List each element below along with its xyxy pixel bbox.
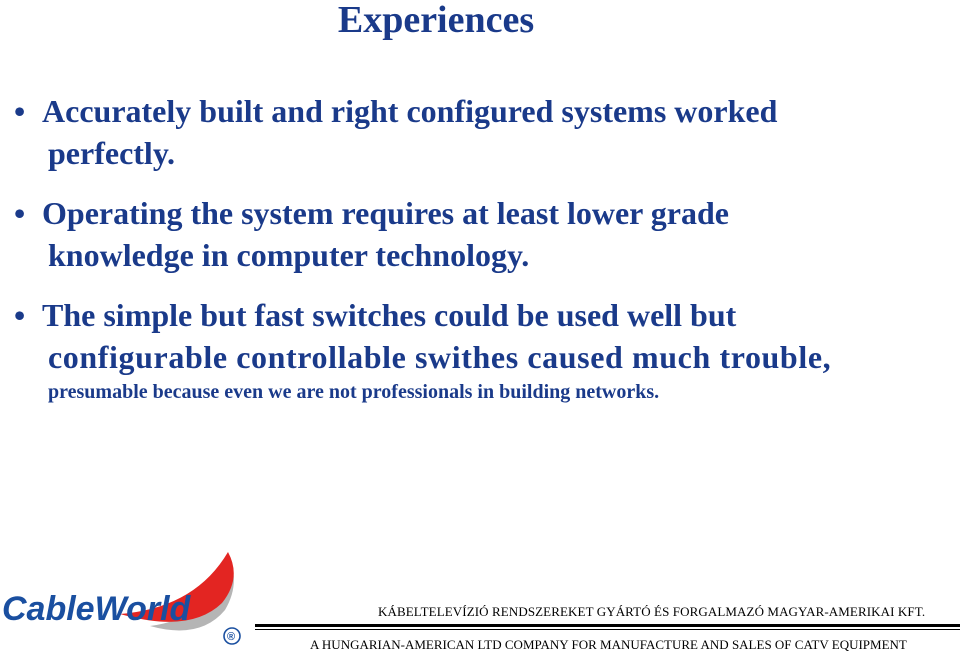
bullet-text: configurable controllable swithes caused much trouble, [48, 339, 832, 375]
bullet-item [14, 90, 960, 174]
bullet-icon: • [14, 297, 26, 333]
slide-title: Experiences [337, 0, 535, 41]
bullet-text: The simple but fast switches could be used well but [42, 297, 737, 333]
registered-mark: ® [227, 631, 236, 643]
bullet-item [14, 294, 960, 406]
bullet-text: perfectly. [48, 135, 176, 171]
bullet-icon: • [14, 93, 26, 129]
bullet-list [14, 90, 960, 406]
bullet-text: Accurately built and right configured systems worked [42, 93, 778, 129]
footer-divider-thin [255, 629, 960, 630]
bullet-text: Operating the system requires at least lower grade [42, 195, 729, 231]
footer-divider [255, 624, 960, 627]
bullet-text: knowledge in computer technology. [48, 237, 530, 273]
bullet-item [14, 192, 960, 276]
footer-company-en: A HUNGARIAN-AMERICAN LTD COMPANY FOR MANUFACTURE AND SALES OF CATV EQUIPMENT [310, 637, 907, 652]
logo-text: CableWorld [2, 590, 191, 628]
footer-company-hu: KÁBELTELEVÍZIÓ RENDSZEREKET GYÁRTÓ ÉS FORGALMAZÓ MAGYAR-AMERIKAI KFT. [378, 604, 926, 619]
bullet-icon: • [14, 195, 26, 231]
bullet-text-small: presumable because even we are not professionals in building networks. [48, 381, 660, 403]
cableworld-logo [0, 548, 255, 653]
